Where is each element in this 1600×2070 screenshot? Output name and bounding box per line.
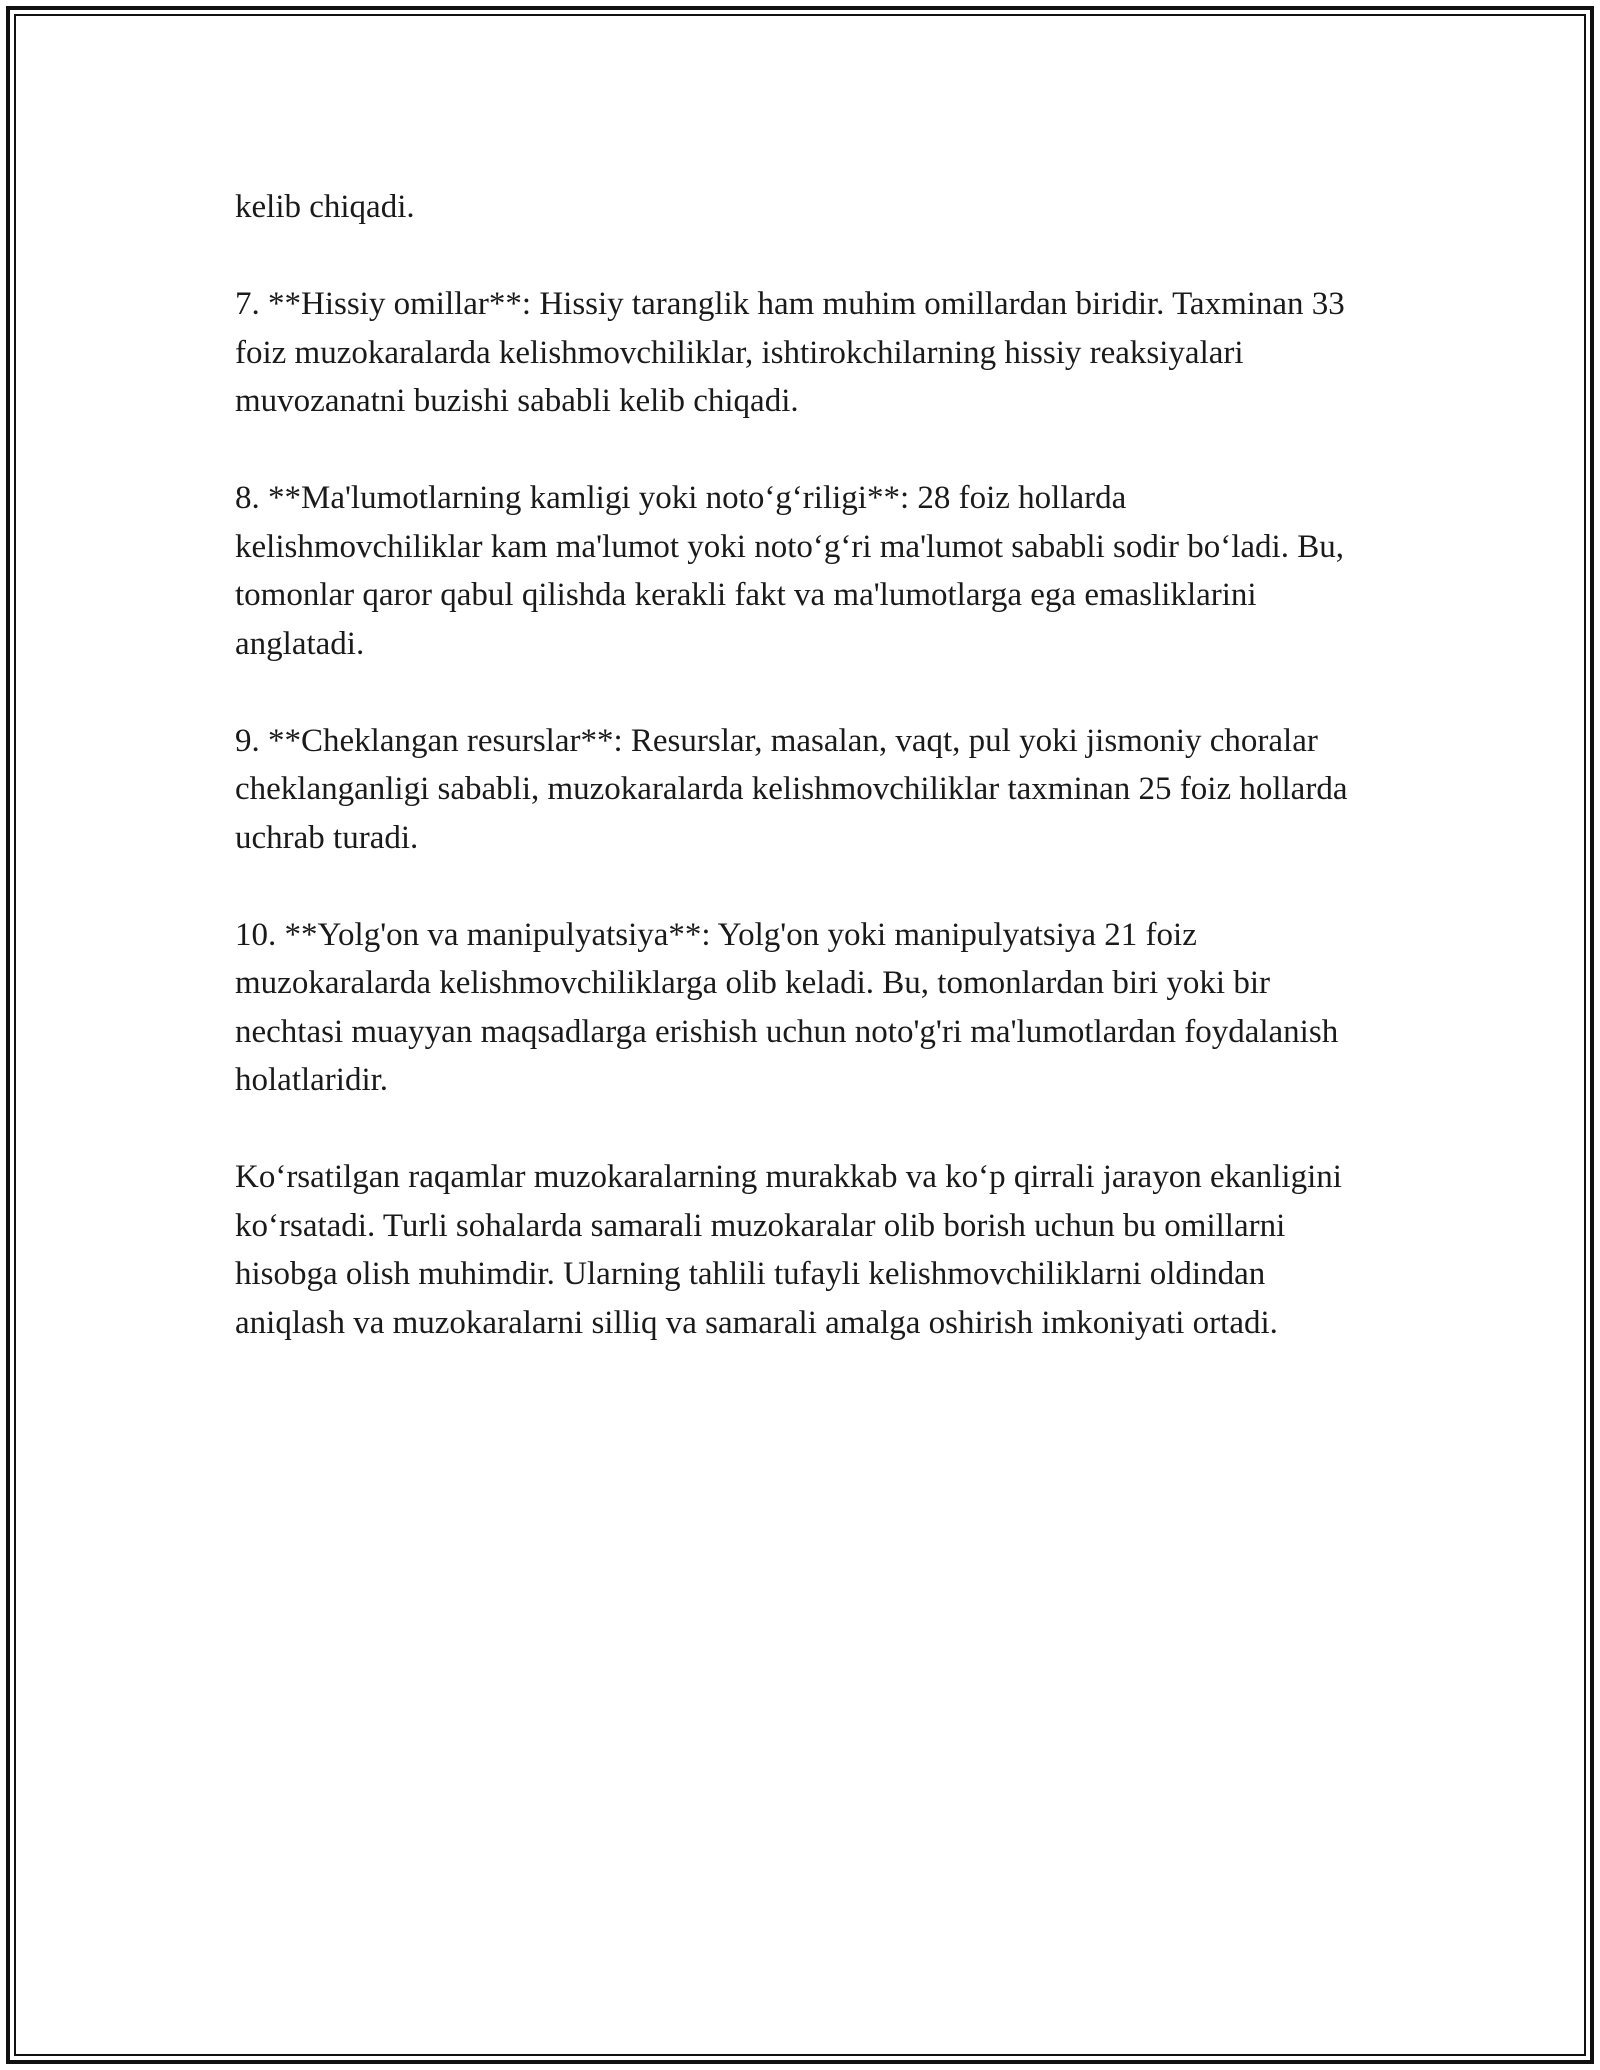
paragraph-item-7: 7. **Hissiy omillar**: Hissiy taranglik ham muhim omillardan biridir. Taxminan 33 foiz muzokaralarda kelishmovchiliklar, ishtirokchilarning hissiy reaksiyalari muvozanatni buzishi sababli kelib chiqadi. [235, 286, 1345, 419]
document-body [235, 183, 1365, 1347]
paragraph-continuation: kelib chiqadi. [235, 189, 415, 225]
paragraph-item-8: 8. **Ma'lumotlarning kamligi yoki noto‘g‘riligi**: 28 foiz hollarda kelishmovchiliklar kam ma'lumot yoki noto‘g‘ri ma'lumot sababli sodir bo‘ladi. Bu, tomonlar qaror qabul qilishda kerakli fakt va ma'lumotlarga ega emasliklarini anglatadi. [235, 480, 1344, 662]
paragraph-item-10: 10. **Yolg'on va manipulyatsiya**: Yolg'on yoki manipulyatsiya 21 foiz muzokaralarda kelishmovchiliklarga olib keladi. Bu, tomonlardan biri yoki bir nechtasi muayyan maqsadlarga erishish uchun noto'g'ri ma'lumotlardan foydalanish holatlaridir. [235, 916, 1339, 1098]
paragraph-item-9: 9. **Cheklangan resurslar**: Resurslar, masalan, vaqt, pul yoki jismoniy choralar cheklanganligi sababli, muzokaralarda kelishmovchiliklar taxminan 25 foiz hollarda uchrab turadi. [235, 722, 1348, 856]
paragraph-conclusion: Ko‘rsatilgan raqamlar muzokaralarning murakkab va ko‘p qirrali jarayon ekanligini ko‘rsatadi. Turli sohalarda samarali muzokaralar olib borish uchun bu omillarni hisobga olish muhimdir. Ularning tahlili tufayli kelishmovchiliklarni oldindan aniqlash va muzokaralarni silliq va samarali amalga oshirish imkoniyati ortadi. [235, 1159, 1342, 1341]
